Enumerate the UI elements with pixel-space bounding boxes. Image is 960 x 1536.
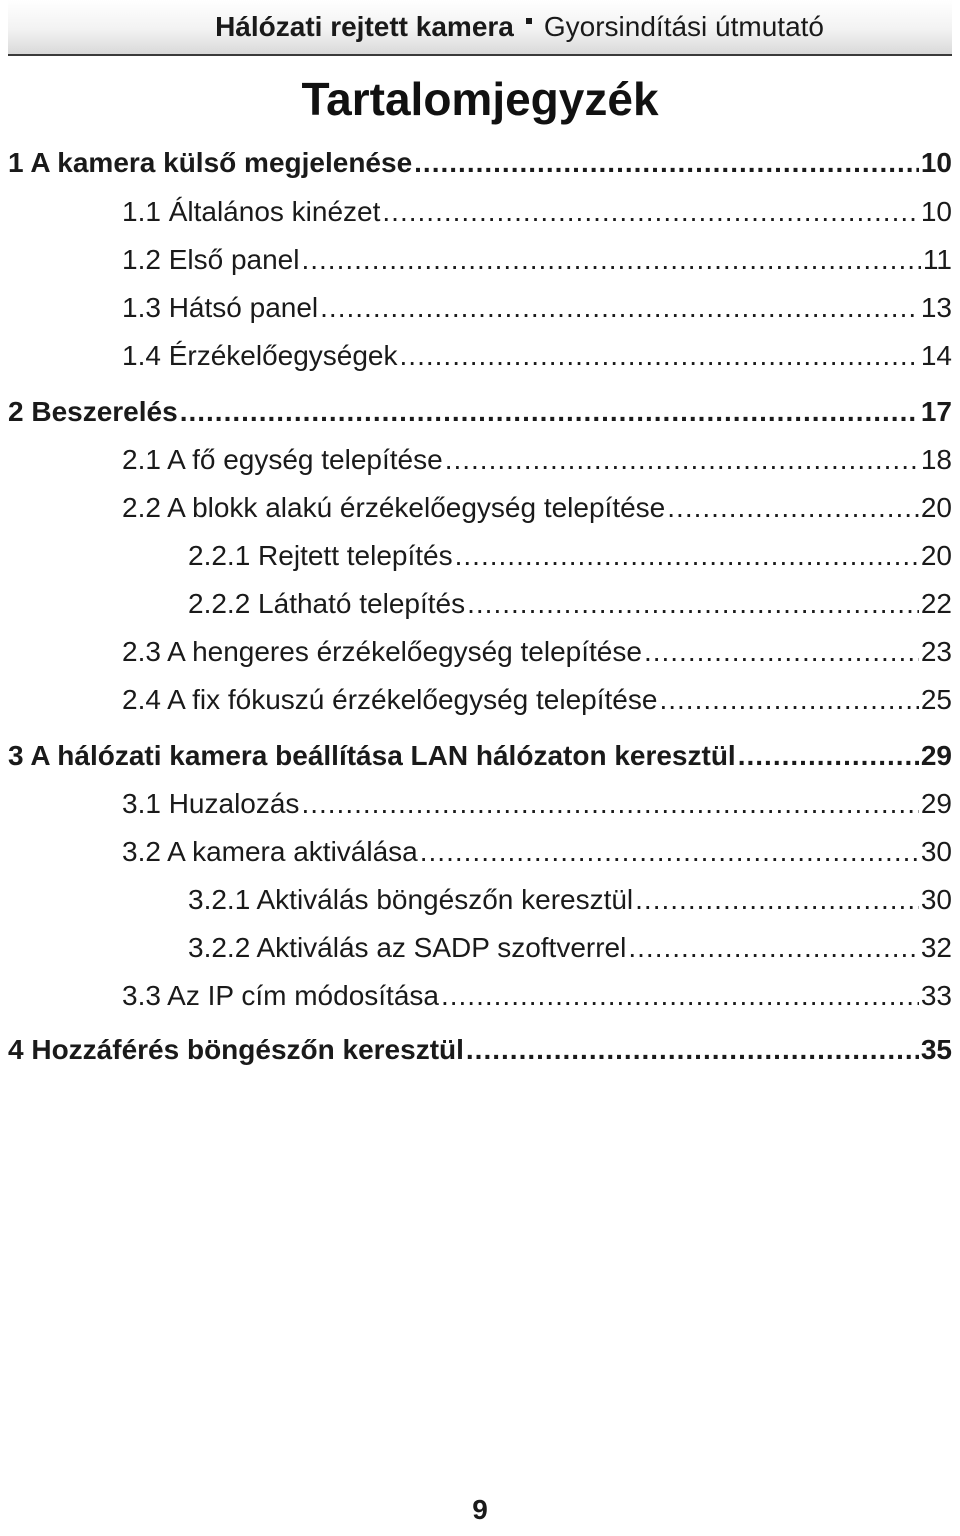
toc-leader-dots: [301, 788, 918, 820]
toc-entry[interactable]: [122, 492, 952, 524]
toc-leader-dots: [180, 396, 919, 428]
toc-entry[interactable]: [122, 980, 952, 1012]
toc-entry-label: 2.2.2 Látható telepítés: [188, 588, 466, 619]
toc-entry-page: 33: [920, 980, 952, 1011]
toc-entry-page: 30: [920, 836, 952, 867]
page-number: 9: [472, 1494, 488, 1525]
toc-entry[interactable]: [188, 884, 952, 916]
toc-entry-label: 1.4 Érzékelőegységek: [122, 340, 398, 371]
toc-entry-label: 1.2 Első panel: [122, 244, 300, 275]
toc-entry-page: 17: [920, 396, 952, 427]
toc-entry-page: 14: [920, 340, 952, 371]
toc-entry-label: 2.4 A fix fókuszú érzékelőegység telepítése: [122, 684, 658, 715]
toc-entry[interactable]: [122, 444, 952, 476]
toc-leader-dots: [466, 1034, 919, 1066]
toc-entry-label: 1 A kamera külső megjelenése: [8, 147, 413, 178]
toc-entry-label: 4 Hozzáférés böngészőn keresztül: [8, 1034, 464, 1065]
toc-entry-page: 18: [920, 444, 952, 475]
toc-entry-page: 11: [922, 244, 952, 275]
toc-entry[interactable]: [122, 292, 952, 324]
toc-leader-dots: [301, 244, 920, 276]
toc-entry-page: 13: [920, 292, 952, 323]
toc-leader-dots: [400, 340, 919, 372]
toc-leader-dots: [320, 292, 919, 324]
toc-entry[interactable]: [8, 396, 952, 428]
toc-entry-page: 10: [920, 196, 952, 227]
toc-entry-page: 10: [920, 147, 952, 178]
toc-entry[interactable]: [8, 1034, 952, 1066]
toc-leader-dots: [445, 444, 919, 476]
toc-entry-label: 1.1 Általános kinézet: [122, 196, 381, 227]
toc-entry[interactable]: [122, 836, 952, 868]
toc-leader-dots: [667, 492, 919, 524]
toc-title: Tartalomjegyzék: [301, 73, 659, 125]
header-separator: [526, 18, 532, 24]
toc-leader-dots: [441, 980, 919, 1012]
toc-entry[interactable]: [122, 196, 952, 228]
toc-entry-label: 3 A hálózati kamera beállítása LAN hálózaton keresztül: [8, 740, 736, 771]
page-header: [8, 0, 952, 56]
toc-entry[interactable]: [122, 788, 952, 820]
toc-entry-page: 30: [920, 884, 952, 915]
toc-entry-label: 3.1 Huzalozás: [122, 788, 300, 819]
toc-leader-dots: [455, 540, 919, 572]
toc-leader-dots: [467, 588, 919, 620]
toc-entry[interactable]: [188, 540, 952, 572]
toc-leader-dots: [659, 684, 918, 716]
toc-entry-label: 3.2.1 Aktiválás böngészőn keresztül: [188, 884, 634, 915]
toc-leader-dots: [738, 740, 919, 772]
header-subtitle: Gyorsindítási útmutató: [543, 11, 824, 42]
toc-leader-dots: [420, 836, 919, 868]
toc-entry-label: 3.3 Az IP cím módosítása: [122, 980, 439, 1011]
toc-entry-page: 32: [920, 932, 952, 963]
toc-entry-label: 2 Beszerelés: [8, 396, 178, 427]
toc-entry-label: 3.2.2 Aktiválás az SADP szoftverrel: [188, 932, 627, 963]
header-title: Hálózati rejtett kamera: [215, 11, 514, 42]
toc-entry-page: 20: [920, 540, 952, 571]
toc-entry-label: 1.3 Hátsó panel: [122, 292, 319, 323]
toc-entry-page: 20: [920, 492, 952, 523]
toc-entry[interactable]: [188, 588, 952, 620]
toc-entry-page: 23: [920, 636, 952, 667]
toc-leader-dots: [635, 884, 919, 916]
toc-entry-page: 35: [920, 1034, 952, 1065]
toc-entry-label: 2.1 A fő egység telepítése: [122, 444, 443, 475]
toc-entry[interactable]: [122, 340, 952, 372]
toc-entry[interactable]: [122, 636, 952, 668]
toc-entry-page: 22: [920, 588, 952, 619]
toc-entry-label: 2.2 A blokk alakú érzékelőegység telepítése: [122, 492, 666, 523]
toc-entry-page: 25: [920, 684, 952, 715]
toc-entry[interactable]: [8, 740, 952, 772]
toc-entry-label: 2.2.1 Rejtett telepítés: [188, 540, 453, 571]
toc-leader-dots: [382, 196, 918, 228]
toc-leader-dots: [414, 147, 919, 179]
toc-entry[interactable]: [188, 932, 952, 964]
toc-entry-page: 29: [920, 788, 952, 819]
toc-entry-label: 3.2 A kamera aktiválása: [122, 836, 418, 867]
toc-entry-label: 2.3 A hengeres érzékelőegység telepítése: [122, 636, 642, 667]
toc-entry-page: 29: [920, 740, 952, 771]
toc-entry[interactable]: [122, 684, 952, 716]
toc-entry[interactable]: [122, 244, 952, 276]
toc-entry[interactable]: [8, 147, 952, 179]
toc-leader-dots: [628, 932, 918, 964]
toc-leader-dots: [644, 636, 919, 668]
